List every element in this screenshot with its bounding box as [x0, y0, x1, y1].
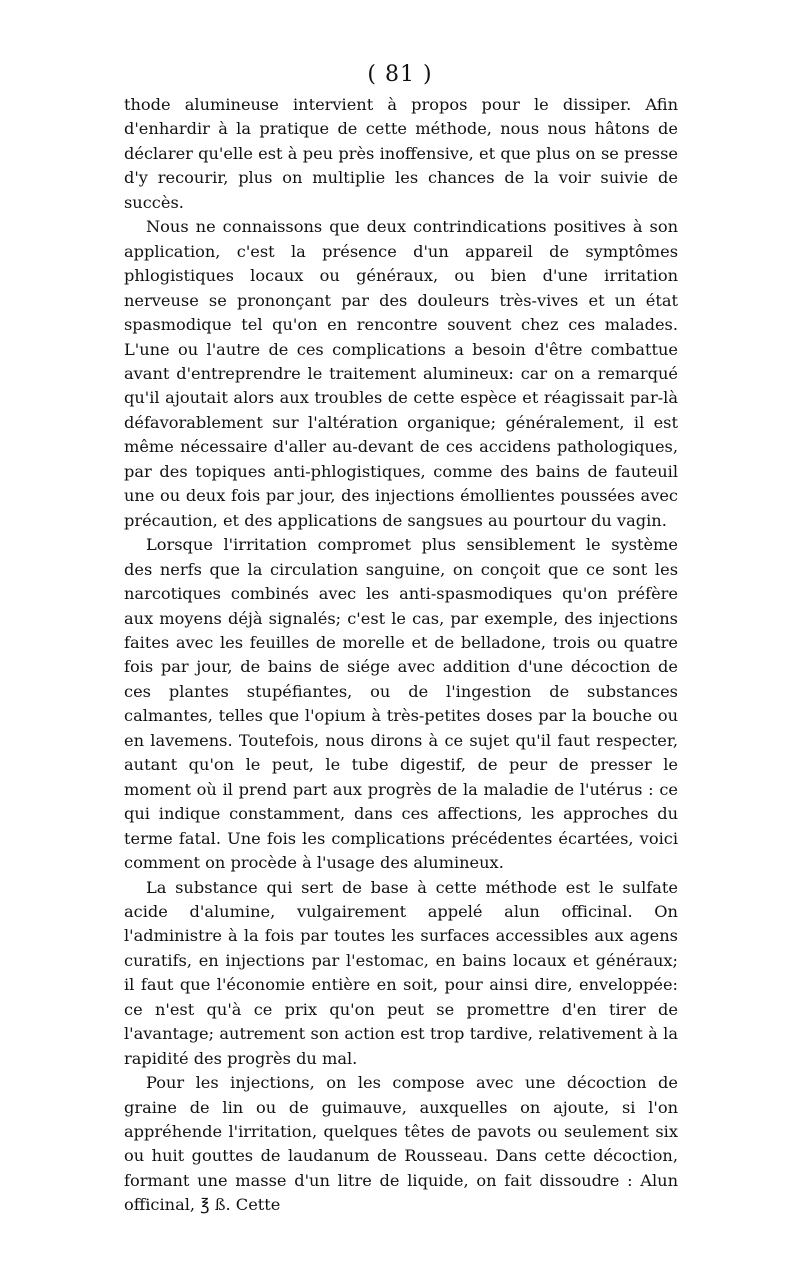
page-number: ( 81 ) [367, 62, 433, 87]
paragraph-4: La substance qui sert de base à cette méthode est le sulfate acide d'alumine, vulgairement appelé alun officinal. On l'administre à la fois par toutes les surfaces accessibles aux agens curatifs, en injections par l'estomac, en bains locaux et généraux; il faut que l'économie entière en soit, pour ainsi dire, enveloppée: ce n'est qu'à ce prix qu'on peut se promettre d'en tirer de l'avantage; autrement son action est trop tardive, relativement à la rapidité des progrès du mal. [124, 877, 678, 1068]
paragraph-3: Lorsque l'irritation compromet plus sensiblement le système des nerfs que la circulation sanguine, on conçoit que ce sont les narcotiques combinés avec les anti-spasmodiques qu'on préfère aux moyens déjà signalés; c'est le cas, par exemple, des injections faites avec les feuilles de morelle et de belladone, trois ou quatre fois par jour, de bains de siége avec addition d'une décoction de ces plantes stupéfiantes, ou de l'ingestion de substances calmantes, telles que l'opium à très-petites doses par la bouche ou en lavemens. Toutefois, nous dirons à ce sujet qu'il faut respecter, autant qu'on le peut, le tube digestif, de peur de presser le moment où il prend part aux progrès de la maladie de l'utérus : ce qui indique constamment, dans ces affections, les approches du terme fatal. Une fois les complications précédentes écartées, voici comment on procède à l'usage des alumineux. [124, 535, 678, 873]
paragraph-1: thode alumineuse intervient à propos pour le dissiper. Afin d'enhardir à la pratique de cette méthode, nous nous hâtons de déclarer qu'elle est à peu près inoffensive, et que plus on se presse d'y recourir, plus on multiplie les chances de la voir suivie de succès. [124, 95, 678, 212]
body-text [124, 93, 678, 1218]
paragraph-2: Nous ne connaissons que deux contrindications positives à son application, c'est la présence d'un appareil de symptômes phlogistiques locaux ou généraux, ou bien d'une irritation nerveuse se prononçant par des douleurs très-vives et un état spasmodique tel qu'on en rencontre souvent chez ces malades. L'une ou l'autre de ces complications a besoin d'être combattue avant d'entreprendre le traitement alumineux: car on a remarqué qu'il ajoutait alors aux troubles de cette espèce et réagissait par-là défavorablement sur l'altération organique; généralement, il est même nécessaire d'aller au-devant de ces accidens pathologiques, par des topiques anti-phlogistiques, comme des bains de fauteuil une ou deux fois par jour, des injections émollientes poussées avec précaution, et des applications de sangsues au pourtour du vagin. [124, 217, 678, 530]
paragraph-5: Pour les injections, on les compose avec une décoction de graine de lin ou de guimauve, auxquelles on ajoute, si l'on appréhende l'irritation, quelques têtes de pavots ou seulement six ou huit gouttes de laudanum de Rousseau. Dans cette décoction, formant une masse d'un litre de liquide, on fait dissoudre : Alun officinal, ℥ ß. Cette [124, 1073, 678, 1215]
